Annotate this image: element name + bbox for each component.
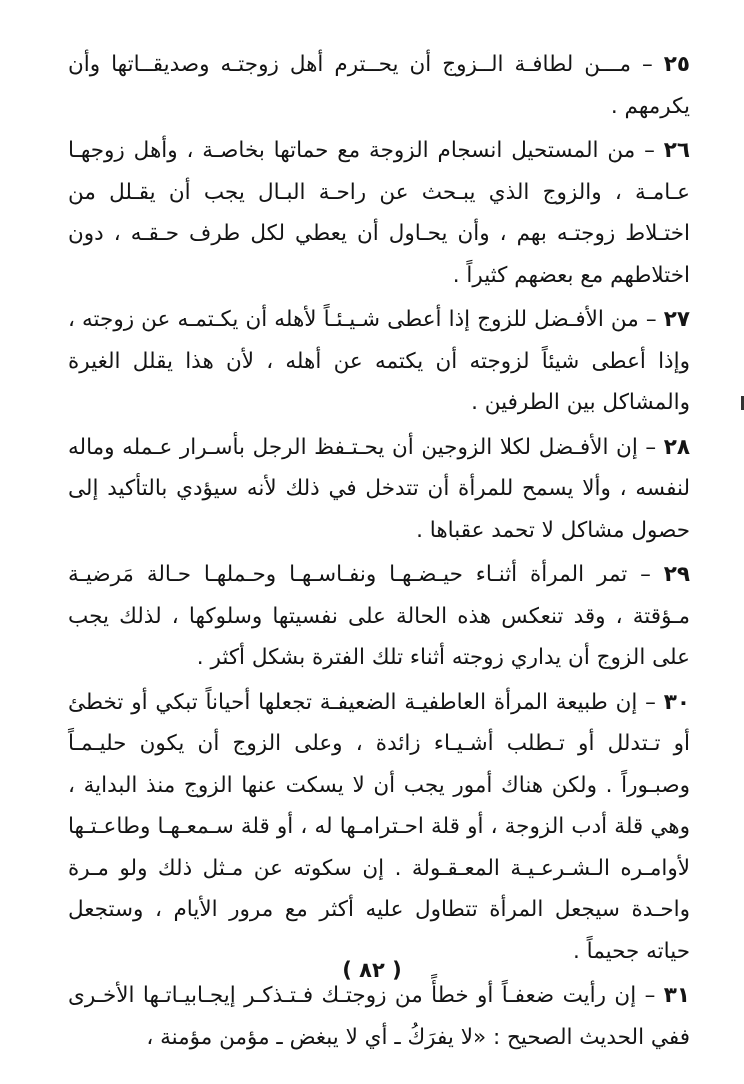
item-number: ٢٧ [663, 307, 690, 332]
item-number: ٣١ [663, 983, 690, 1008]
list-item [68, 682, 690, 973]
item-text: – مـــن لطافـة الــزوج أن يحــترم أهل زوجتـه وصديقــاتها وأن يكرمهم . [68, 52, 690, 119]
page-body [68, 44, 690, 1061]
list-item [68, 427, 690, 552]
item-text: – تمر المرأة أثنـاء حيـضـهـا ونفـاسـهـا وحـملهـا حـالة مَرضيـة مـؤقتة ، وقد تنعكس هذه الحالة على نفسيتها وسلوكها ، لذلك يجب على الزوج أن يداري زوجته أثناء تلك الفترة بشكل أكثر . [68, 562, 690, 670]
page-number: ( ٨٢ ) [342, 958, 402, 982]
item-number: ٢٩ [663, 562, 690, 587]
item-number: ٢٨ [663, 434, 690, 460]
list-item [68, 554, 690, 679]
item-text: – من المستحيل انسجام الزوجة مع حماتها بخاصـة ، وأهل زوجهـا عـامـة ، والزوج الذي يبـحث عن راحـة البـال يجب أن يقـلل من اختـلاط زوجتـه بهم ، وأن يحـاول أن يعطي لكل طرف حـقـه ، دون اختلاطهم مع بعضهم كثيراً . [68, 138, 690, 288]
item-number: ٢٦ [663, 138, 690, 163]
list-item [68, 975, 690, 1058]
list-item [68, 44, 690, 127]
list-item [68, 130, 690, 296]
item-number: ٣٠ [663, 689, 690, 715]
item-number: ٢٥ [663, 52, 690, 77]
item-text: – من الأفـضل للزوج إذا أعطى شـيـئـاً لأهله أن يكـتمـه عن زوجته ، وإذا أعطى شيئاً لزوجته أن يكتمه عن أهله ، لأن هذا يقلل الغيرة والمشاكل بين الطرفين . [68, 307, 690, 415]
list-item [68, 299, 690, 424]
item-text: – إن طبيعة المرأة العاطفيـة الضعيفـة تجعلها أحياناً تبكي أو تخطئ أو تـتدلل أو تـطلب أشـيـاء زائدة ، وعلى الزوج أن يكون حليـمـاً وصبـوراً . ولكن هناك أمور يجب أن لا يسكت عنها الزوج منذ البداية ، وهي قلة أدب الزوجة ، أو قلة احـترامـها له ، أو قلة سـمعـهـا وطاعـتـها لأوامـره الـشـرعـيـة المعـقـولة . إن سكوته عن مـثل ذلك ولو مـرة واحـدة سيجعل المرأة تتطاول عليه أكثر مع مرور الأيام ، وستجعل حياته جحيماً . [68, 689, 690, 964]
item-text: – إن رأيت ضعفـاً أو خطأً من زوجتـك فـتـذكـر إيجـابيـاتـها الأخـرى ففي الحديث الصحيح : «لا يفرَكُ ـ أي لا يبغض ـ مؤمن مؤمنة ، [68, 983, 690, 1050]
item-text: – إن الأفـضل لكلا الزوجين أن يحـتـفظ الرجل بأسـرار عـمله وماله لنفسه ، وألا يسمح للمرأة أن تتدخل في ذلك لأنه سيؤدي بالتأكيد إلى حصول مشاكل لا تحمد عقباها . [68, 434, 690, 543]
